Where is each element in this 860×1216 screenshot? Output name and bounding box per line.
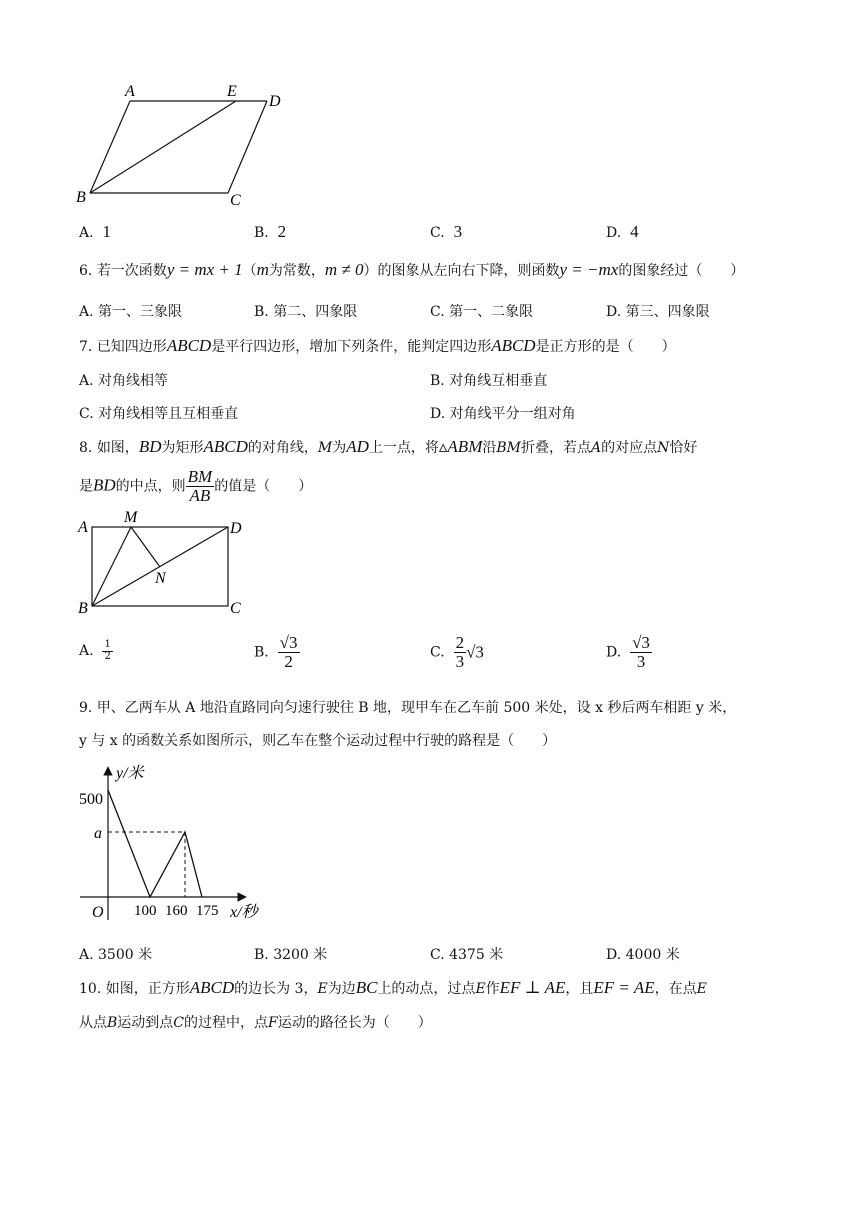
q6-option-c: C. 第一、二象限 <box>430 304 534 320</box>
segment-be <box>90 101 236 193</box>
segment-mn <box>131 527 160 567</box>
tick-100: 100 <box>134 903 157 919</box>
question-8-stem-line1: 8. 如图，BD为矩形ABCD的对角线，M为AD上一点，将▵ABM沿BM折叠，若点A的对应点N恰好 <box>79 437 698 456</box>
label-c: C <box>230 600 241 617</box>
question-8-stem-line2: 是BD的中点，则 $\frac{BM}{AB}$ 的值是（ ） <box>79 467 313 505</box>
label-d: D <box>269 93 281 110</box>
question-10-stem-line1: 10. 如图，正方形ABCD的边长为 3，E为边BC上的动点，过点E作EF ⊥ AE，且EF = AE，在点E <box>79 978 707 997</box>
q8-option-d: D. $\frac{√3}{3}$ <box>606 633 650 671</box>
q7-option-a: A. 对角线相等 <box>79 373 169 389</box>
label-d: D <box>230 520 242 537</box>
tick-500: 500 <box>79 791 103 808</box>
q8-option-c: C. $\frac{2}{3}$ √3 <box>430 633 484 671</box>
parallelogram-figure <box>70 80 300 210</box>
question-6-stem: 6. 若一次函数y = mx + 1（m为常数，m ≠ 0）的图象从左向右下降，则函数y = −mx的图象经过（ ） <box>79 260 745 279</box>
q8-option-b: B. $\frac{√3}{2}$ <box>254 633 298 671</box>
q5-option-d: D. 4 <box>606 222 639 241</box>
label-a: A <box>125 83 135 100</box>
q9-option-b: B. 3200 米 <box>254 947 328 963</box>
q9-option-c: C. 4375 米 <box>430 947 504 963</box>
x-axis-label: x/秒 <box>230 904 258 921</box>
origin-label: O <box>92 904 104 921</box>
q9-option-a: A. 3500 米 <box>79 947 153 963</box>
side-dc <box>228 101 267 193</box>
question-9-stem-line1: 9. 甲、乙两车从 A 地沿直路同向匀速行驶往 B 地，现甲车在乙车前 500 米处，设 x 秒后两车相距 y 米， <box>79 700 737 716</box>
q7-option-b: B. 对角线互相垂直 <box>430 373 548 389</box>
q5-option-a: A. 1 <box>79 222 111 241</box>
label-a: A <box>78 519 88 536</box>
y-axis-label: y/米 <box>116 765 144 782</box>
label-b: B <box>76 189 86 206</box>
question-7-stem: 7. 已知四边形ABCD是平行四边形，增加下列条件，能判定四边形ABCD是正方形的是（ ） <box>79 336 676 355</box>
q9-option-d: D. 4000 米 <box>606 947 680 963</box>
q6-option-b: B. 第二、四象限 <box>254 304 358 320</box>
q7-option-c: C. 对角线相等且互相垂直 <box>79 406 239 422</box>
label-e: E <box>227 83 237 100</box>
label-c: C <box>230 192 241 209</box>
question-10-stem-line2: 从点B运动到点C的过程中，点F运动的路径长为（ ） <box>79 1015 432 1031</box>
q6-option-d: D. 第三、四象限 <box>606 304 710 320</box>
q6-option-a: A. 第一、三象限 <box>79 304 183 320</box>
q5-option-c: C. 3 <box>430 222 463 241</box>
tick-175: 175 <box>196 903 219 919</box>
question-9-stem-line2: y 与 x 的函数关系如图所示，则乙车在整个运动过程中行驶的路程是（ ） <box>79 733 557 749</box>
distance-time-graph <box>70 760 310 930</box>
tick-160: 160 <box>165 903 188 919</box>
q8-option-a: A. $\frac{1}{2}$ <box>79 639 111 662</box>
label-n: N <box>155 570 166 587</box>
q7-option-d: D. 对角线平分一组对角 <box>430 406 576 422</box>
rectangle-fold-figure <box>70 505 260 620</box>
q5-option-b: B. 2 <box>254 222 287 241</box>
graph-line <box>108 790 202 897</box>
label-b: B <box>78 600 88 617</box>
tick-a: a <box>94 825 102 842</box>
side-ba <box>90 101 130 193</box>
label-m: M <box>124 509 138 526</box>
